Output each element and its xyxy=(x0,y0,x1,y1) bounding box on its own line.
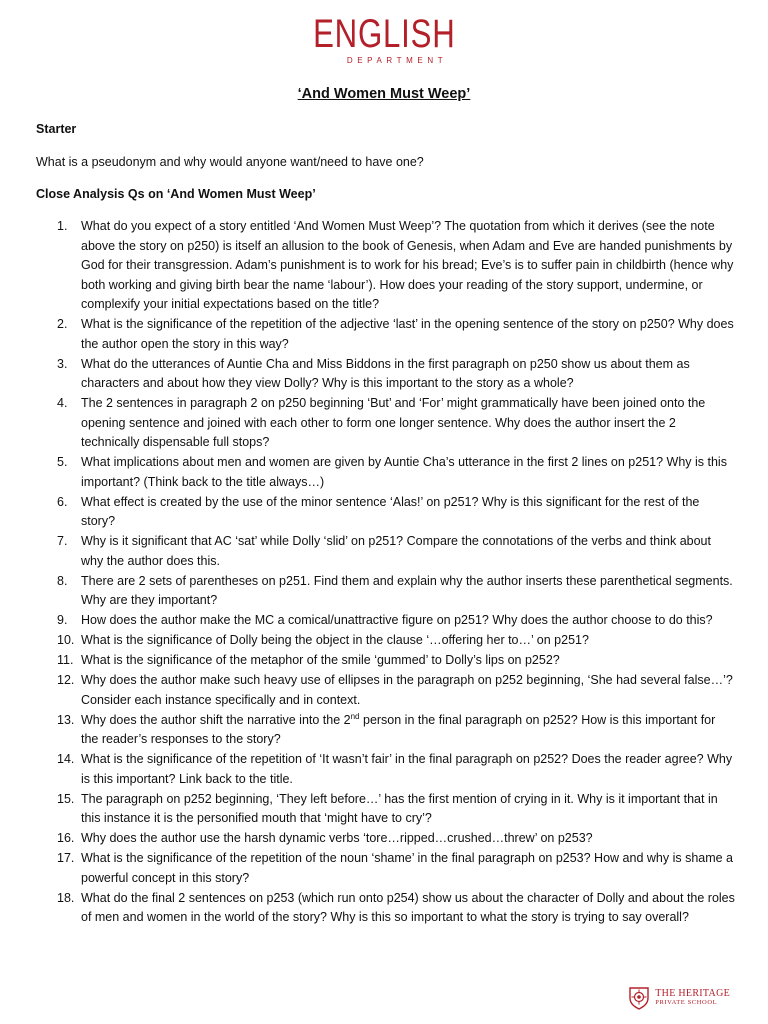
analysis-heading: Close Analysis Qs on ‘And Women Must Weep’ xyxy=(36,187,316,201)
rose-crest-icon xyxy=(628,986,650,1010)
question-item xyxy=(36,315,736,354)
ordinal-suffix: nd xyxy=(350,711,360,721)
question-text: What do the utterances of Auntie Cha and Miss Biddons in the first paragraph on p250 show us about them as characters and about how they view Dolly? Why is this important to the story as a whole? xyxy=(81,356,690,390)
question-number: 16. xyxy=(57,831,75,845)
question-number: 12. xyxy=(57,673,75,687)
question-item xyxy=(36,790,736,829)
question-text: What effect is created by the use of the minor sentence ‘Alas!’ on p251? Why is this significant for the rest of the story? xyxy=(81,494,700,528)
question-item xyxy=(36,829,736,849)
question-item xyxy=(36,572,736,611)
question-number: 10. xyxy=(57,633,75,647)
question-item xyxy=(36,493,736,532)
question-item xyxy=(36,849,736,888)
question-item xyxy=(36,671,736,710)
question-text: What is the significance of the repetition of the adjective ‘last’ in the opening sentence of the story on p250? Why does the author open the story in this way? xyxy=(81,317,734,351)
document-title: ‘And Women Must Weep’ xyxy=(297,86,471,102)
question-number: 17. xyxy=(57,851,75,865)
question-item xyxy=(36,711,736,750)
question-number: 14. xyxy=(57,752,75,766)
question-text: What is the significance of Dolly being the object in the clause ‘…offering her to…’ on p251? xyxy=(81,633,589,647)
question-number: 11. xyxy=(57,653,74,667)
question-text: Why does the author use the harsh dynamic verbs ‘tore…ripped…crushed…threw’ on p253? xyxy=(81,831,593,845)
question-number: 4. xyxy=(57,396,68,410)
question-item xyxy=(36,651,736,671)
question-number: 8. xyxy=(57,573,68,588)
question-number: 1. xyxy=(57,219,68,233)
school-name-line2: PRIVATE SCHOOL xyxy=(655,999,718,1006)
question-item xyxy=(36,355,736,394)
question-number: 15. xyxy=(57,791,75,806)
question-text: What do you expect of a story entitled ‘And Women Must Weep’? The quotation from which it derives (see the note above the story on p250) is itself an allusion to the book of Genesis, when Adam and Eve are handed punishments by God for their transgression. Adam’s punishment is to work for his bread; Eve’s is to suffer pain in childbirth (hence why both working and giving birth bear the name ‘labour’). How does your reading of the story support, undermine, or complexify your initial expectations based on the title? xyxy=(81,219,734,311)
school-logo xyxy=(628,986,730,1010)
school-name-line1: THE HERITAGE xyxy=(655,988,730,999)
question-number: 6. xyxy=(57,494,68,509)
question-number: 5. xyxy=(57,455,68,469)
question-item xyxy=(36,750,736,789)
question-text-part-a: Why does the author shift the narrative into the 2 xyxy=(81,712,351,727)
question-text-part-b: person in the final paragraph on p252? How is this important for the reader’s responses to the story? xyxy=(81,712,716,746)
question-item xyxy=(36,631,736,651)
question-text: What implications about men and women are given by Auntie Cha’s utterance in the first 2 lines on p251? Why is this important? (Think back to the title always…) xyxy=(81,455,727,489)
question-item xyxy=(36,611,736,631)
school-name xyxy=(655,989,730,1007)
question-list xyxy=(36,217,736,928)
question-item xyxy=(36,532,736,571)
question-text: The paragraph on p252 beginning, ‘They left before…’ has the first mention of crying in it. Why is it important that in this instance it is the personified mouth that ‘might have to cry’? xyxy=(81,791,718,825)
question-text: Why is it significant that AC ‘sat’ while Dolly ‘slid’ on p251? Compare the connotations of the verbs and think about why the author does this. xyxy=(81,534,711,568)
question-number: 7. xyxy=(57,534,68,548)
question-number: 18. xyxy=(57,890,75,905)
question-item xyxy=(36,889,736,928)
question-text: What is the significance of the metaphor of the smile ‘gummed’ to Dolly’s lips on p252? xyxy=(81,653,560,667)
question-text: There are 2 sets of parentheses on p251. Find them and explain why the author inserts these parenthetical segments. Why are they important? xyxy=(81,573,733,607)
logo-subtitle: DEPARTMENT xyxy=(346,56,448,65)
question-item xyxy=(36,453,736,492)
question-item xyxy=(36,394,736,453)
logo-word: ENGLISH xyxy=(312,12,456,56)
question-text: Why does the author make such heavy use of ellipses in the paragraph on p252 beginning, ‘She had several false…’? Consider each instance specifically and in context. xyxy=(81,673,733,707)
starter-heading: Starter xyxy=(36,122,77,136)
question-item xyxy=(36,217,736,315)
question-number: 13. xyxy=(57,712,75,727)
question-text: The 2 sentences in paragraph 2 on p250 beginning ‘But’ and ‘For’ might grammatically have been joined onto the opening sentence and joined with each other to form one longer sentence. Why does the author insert the 2 technically dispensable full stops? xyxy=(81,396,706,449)
english-department-logo xyxy=(0,14,768,65)
question-text: How does the author make the MC a comical/unattractive figure on p251? Why does the author choose to do this? xyxy=(81,613,713,627)
starter-question: What is a pseudonym and why would anyone want/need to have one? xyxy=(36,155,424,169)
question-number: 9. xyxy=(57,613,68,627)
question-text: What is the significance of the repetition of the noun ‘shame’ in the final paragraph on p253? How and why is shame a powerful concept in this story? xyxy=(81,851,734,885)
question-text: What is the significance of the repetition of ‘It wasn’t fair’ in the final paragraph on p252? Does the reader agree? Why is this important? Link back to the title. xyxy=(81,752,733,786)
question-text: What do the final 2 sentences on p253 (which run onto p254) show us about the character of Dolly and about the roles of men and women in the world of the story? Why is this so important to what the story is trying to say overall? xyxy=(81,890,735,924)
question-number: 3. xyxy=(57,356,68,371)
question-number: 2. xyxy=(57,317,68,331)
